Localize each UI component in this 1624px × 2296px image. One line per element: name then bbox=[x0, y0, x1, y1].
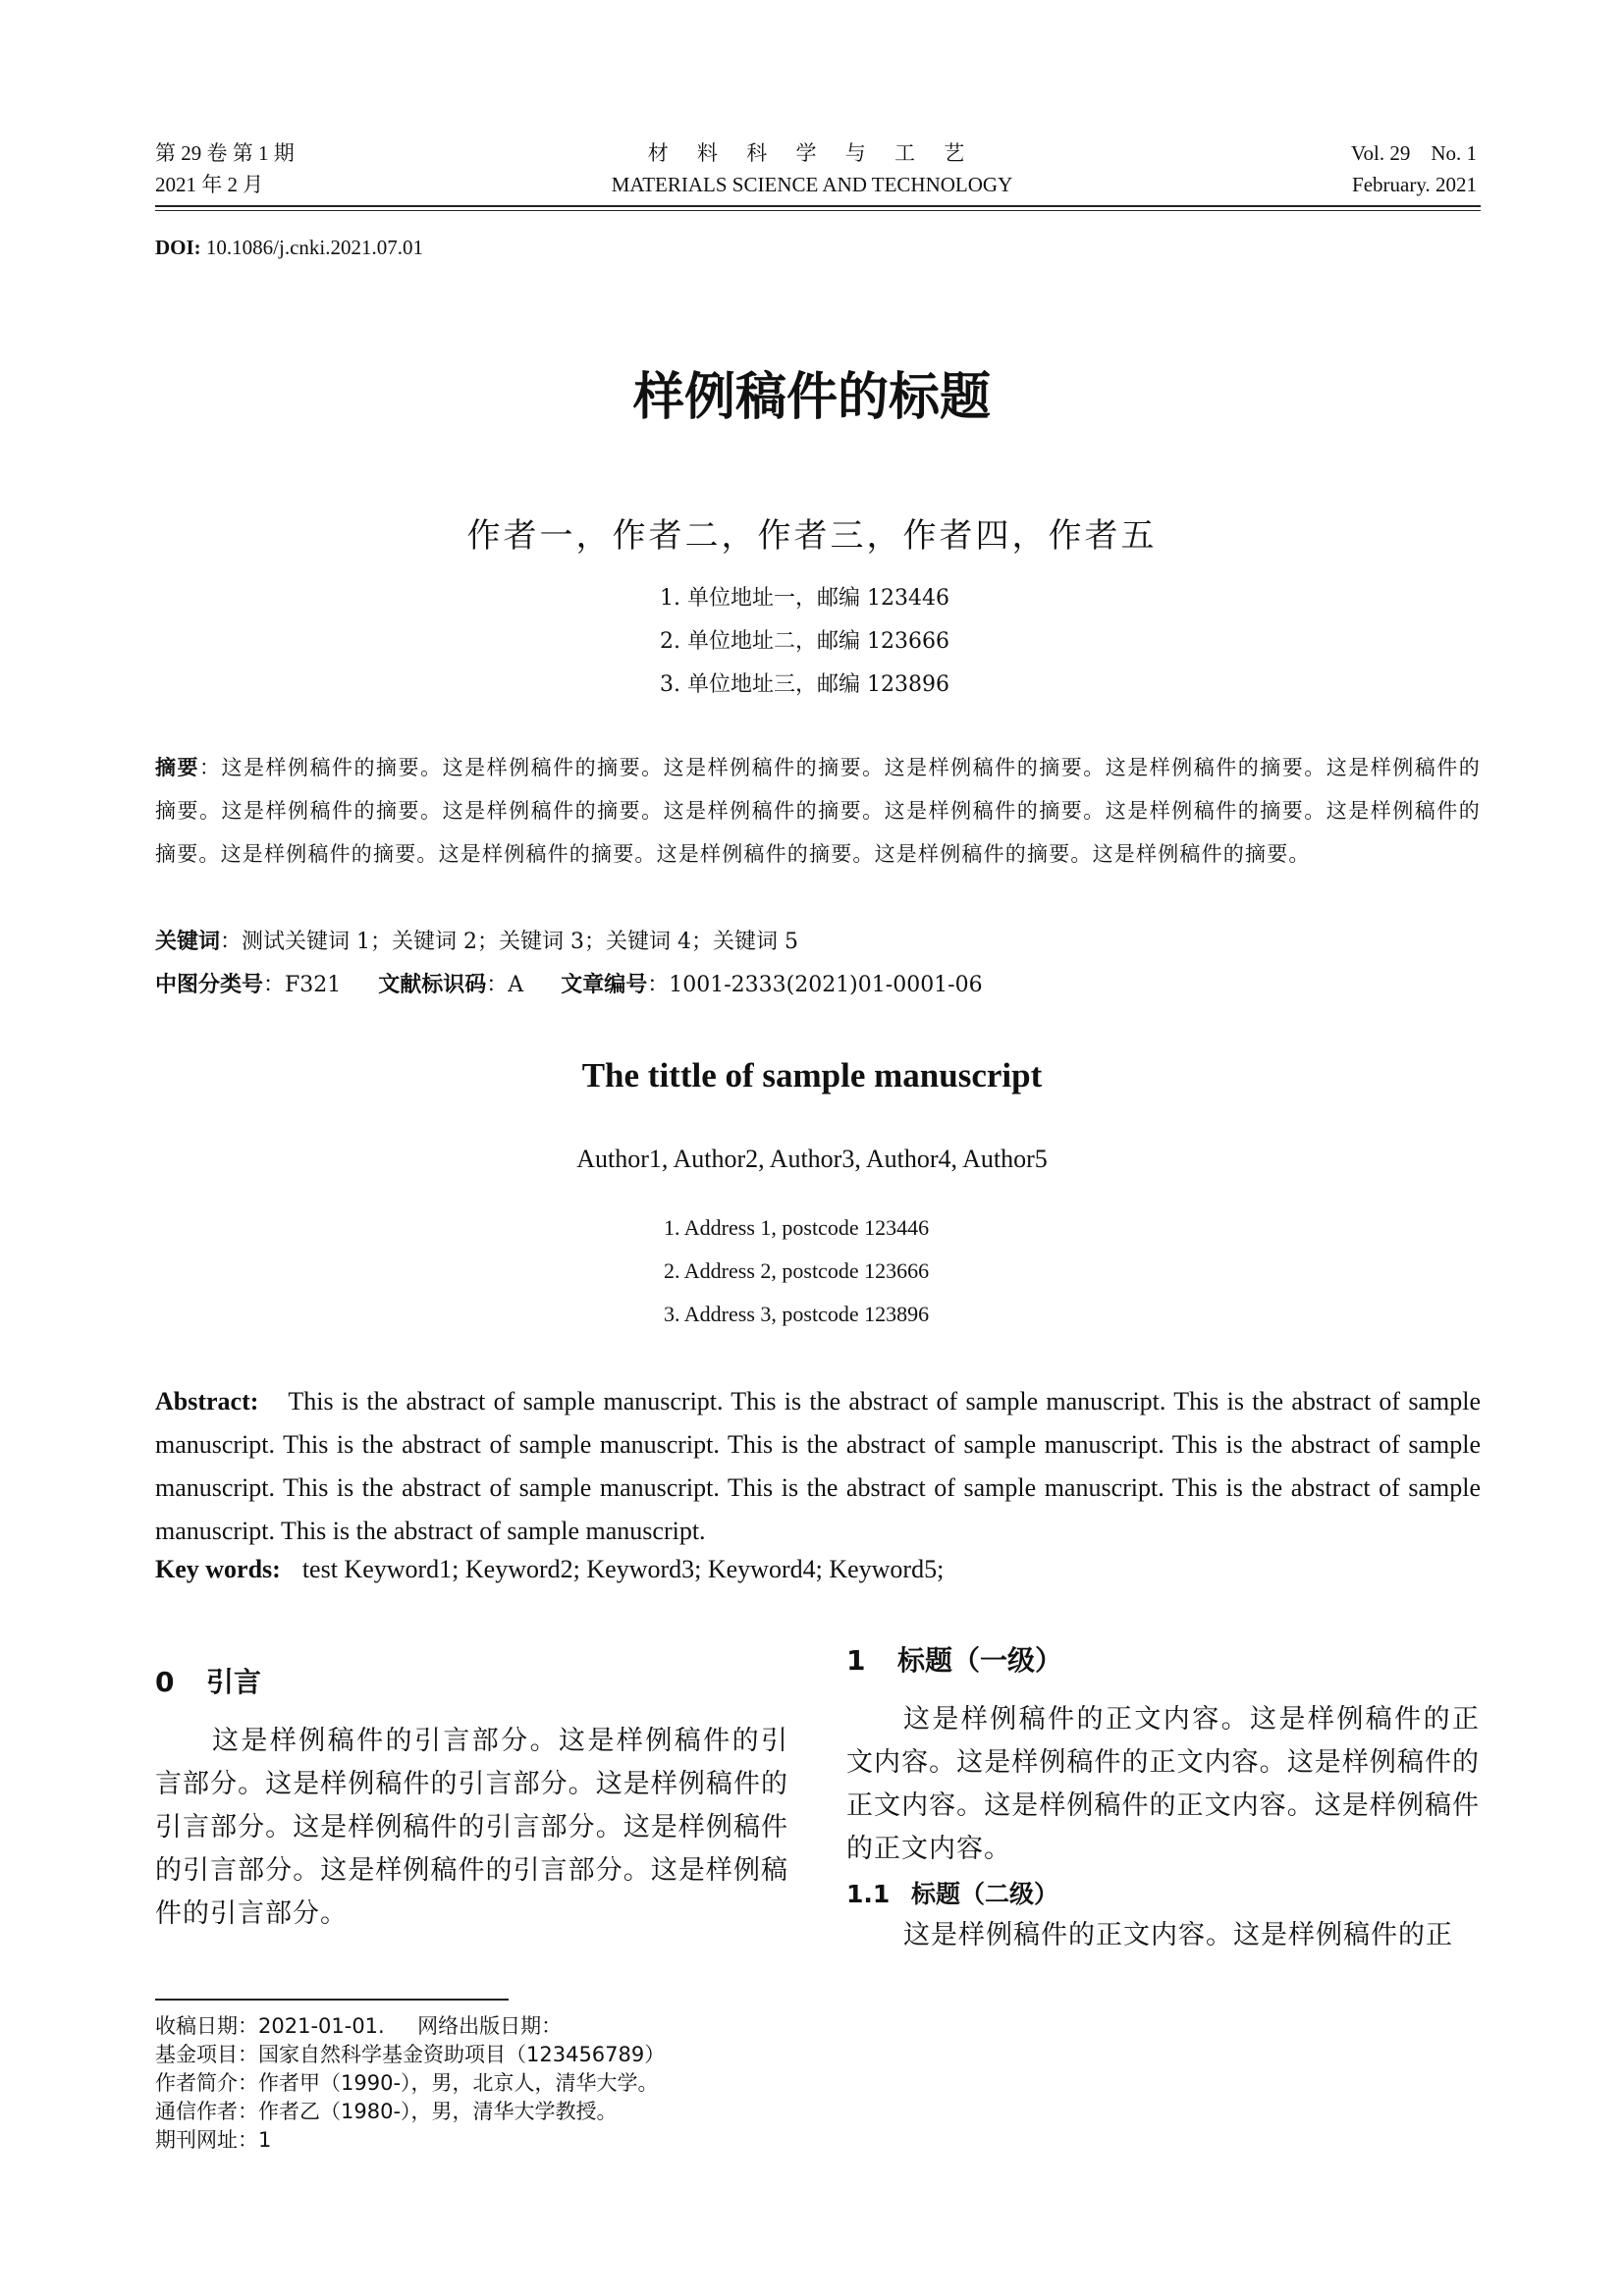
page-title-en: The tittle of sample manuscript bbox=[581, 1056, 1043, 1095]
abstract-cn bbox=[155, 746, 1481, 876]
journal-name-en: MATERIALS SCIENCE AND TECHNOLOGY bbox=[611, 173, 1013, 196]
running-head-right bbox=[1351, 137, 1477, 200]
keywords-en-text: test Keyword1; Keyword2; Keyword3; Keyword4; Keyword5; bbox=[301, 1555, 945, 1583]
abstract-cn-text: ：这是样例稿件的摘要。这是样例稿件的摘要。这是样例稿件的摘要。这是样例稿件的摘要。这是样例稿件的摘要。这是样例稿件的摘要。这是样例稿件的摘要。这是样例稿件的摘要。这是样例稿件的摘要。这是样例稿件的摘要。这是样例稿件的摘要。这是样例稿件的摘要。这是样例稿件的摘要。这是样例稿件的摘要。这是样例稿件的摘要。这是样例稿件的摘要。这是样例稿件的摘要。 bbox=[155, 756, 1481, 866]
section-title: 标题（一级） bbox=[897, 1644, 1063, 1677]
keywords-en bbox=[155, 1555, 944, 1584]
page-title-cn: 样例稿件的标题 bbox=[632, 368, 991, 427]
keywords-cn-label: 关键词 bbox=[155, 929, 221, 954]
doc-code-label: 文献标识码 bbox=[378, 972, 487, 997]
date-cn: 2021 年 2 月 bbox=[155, 173, 264, 196]
classification-line bbox=[155, 968, 983, 998]
article-no-label: 文章编号 bbox=[561, 972, 648, 997]
footnote-url: 期刊网址：1 bbox=[155, 2128, 272, 2152]
affiliation-cn-3: 3. 单位地址三，邮编 123896 bbox=[660, 672, 949, 697]
clc-value: ：F321 bbox=[263, 973, 342, 997]
journal-name-cn: 材 料 科 学 与 工 艺 bbox=[647, 141, 977, 165]
section-body-1: 这是样例稿件的正文内容。这是样例稿件的正文内容。这是样例稿件的正文内容。这是样例稿件的正文内容。这是样例稿件的正文内容。这是样例稿件的正文内容。 bbox=[846, 1704, 1480, 1864]
footnote-corresponding: 通信作者：作者乙（1980-），男，清华大学教授。 bbox=[155, 2100, 618, 2123]
footnote-rule bbox=[155, 1999, 509, 2001]
subsection-number: 1.1 bbox=[846, 1880, 891, 1908]
keywords-en-label: Key words: bbox=[155, 1555, 281, 1583]
header-rule-thick bbox=[155, 205, 1481, 207]
clc-label: 中图分类号 bbox=[155, 972, 264, 997]
abstract-en bbox=[155, 1380, 1481, 1553]
header-rule-thin bbox=[155, 210, 1481, 211]
volume-issue-cn: 第 29 卷 第 1 期 bbox=[155, 141, 295, 165]
affiliation-cn-2: 2. 单位地址二，邮编 123666 bbox=[660, 629, 949, 654]
doi-label: DOI: bbox=[155, 236, 201, 259]
abstract-en-label: Abstract: bbox=[155, 1387, 259, 1415]
footnotes bbox=[155, 2012, 665, 2155]
footnote-bio: 作者简介：作者甲（1990-），男，北京人，清华大学。 bbox=[155, 2071, 659, 2095]
keywords-cn-text: ：测试关键词 1；关键词 2；关键词 3；关键词 4；关键词 5 bbox=[220, 930, 798, 954]
keywords-cn bbox=[155, 925, 798, 955]
doi-value: 10.1086/j.cnki.2021.07.01 bbox=[205, 236, 423, 259]
authors-cn: 作者一，作者二，作者三，作者四，作者五 bbox=[466, 516, 1158, 556]
abstract-cn-label: 摘要 bbox=[155, 755, 200, 779]
subsection-body-1-1: 这是样例稿件的正文内容。这是样例稿件的正 bbox=[903, 1920, 1453, 1950]
section-number: 1 bbox=[846, 1644, 866, 1677]
footnote-fund: 基金项目：国家自然科学基金资助项目（123456789） bbox=[155, 2043, 666, 2066]
doc-code-value: ：A bbox=[486, 973, 524, 997]
affiliation-en-1: 1. Address 1, postcode 123446 bbox=[664, 1215, 930, 1240]
section-heading-intro bbox=[155, 1661, 261, 1700]
section-number: 0 bbox=[155, 1666, 175, 1698]
abstract-en-text: This is the abstract of sample manuscript. This is the abstract of sample manuscript. This is the abstract of sample manuscript. This is the abstract of sample manuscript. This is the abstract of sample manuscript. This is the abstract of sample manuscript. This is the abstract of sample manuscript. This is the abstract of sample manuscript. This is the abstract of sample manuscript. This is the abstract of sample manuscript. bbox=[155, 1387, 1481, 1545]
volume-issue-en: Vol. 29 No. 1 bbox=[1351, 141, 1477, 165]
section-title: 引言 bbox=[206, 1666, 262, 1698]
affiliation-en-3: 3. Address 3, postcode 123896 bbox=[664, 1302, 930, 1326]
section-body-intro: 这是样例稿件的引言部分。这是样例稿件的引言部分。这是样例稿件的引言部分。这是样例稿件的引言部分。这是样例稿件的引言部分。这是样例稿件的引言部分。这是样例稿件的引言部分。这是样例稿件的引言部分。 bbox=[155, 1726, 788, 1929]
footnote-received: 收稿日期：2021-01-01. 网络出版日期： bbox=[155, 2014, 563, 2038]
doi-line bbox=[155, 236, 423, 260]
section-heading-1 bbox=[846, 1639, 1062, 1679]
subsection-title: 标题（二级） bbox=[911, 1880, 1059, 1908]
authors-en: Author1, Author2, Author3, Author4, Author5 bbox=[576, 1145, 1048, 1173]
affiliation-cn-1: 1. 单位地址一，邮编 123446 bbox=[660, 586, 949, 611]
date-en: February. 2021 bbox=[1352, 173, 1477, 196]
subsection-heading-1-1 bbox=[846, 1875, 1058, 1910]
article-no-value: ：1001-2333(2021)01-0001-06 bbox=[647, 973, 983, 997]
affiliation-en-2: 2. Address 2, postcode 123666 bbox=[664, 1258, 930, 1283]
